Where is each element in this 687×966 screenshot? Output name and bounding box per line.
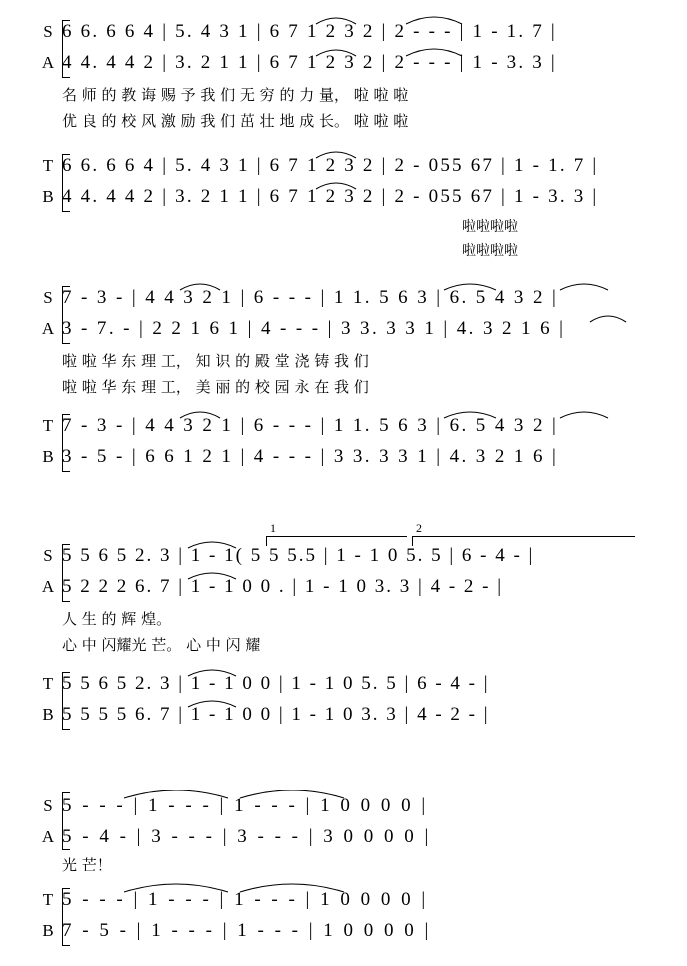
system-2 [0, 282, 687, 482]
lyrics-s-4: 光 芒！ [62, 856, 112, 874]
notes-b-3: 5 5 5 5 6. 7 | 1 - 1 0 0 | 1 - 1 0 3. 3 | 4 - 2 - | [62, 704, 490, 725]
voice-label-s: S [43, 288, 53, 307]
staff-row-t-4 [0, 884, 687, 915]
ending-label-1: 1 [270, 521, 276, 535]
lyrics-s-1: 名 师 的 教 诲 赐 予 我 们 无 穷 的 力 量， 啦 啦 啦 [62, 86, 409, 104]
extra-lyrics-1b: 啦啦啦啦 [462, 243, 518, 259]
lyrics-s-2: 啦 啦 华 东 理 工， 知 识 的 殿 堂 浇 铸 我 们 [62, 352, 369, 370]
voice-label-s: S [43, 796, 53, 815]
notes-a-4: 5 - 4 - | 3 - - - | 3 - - - | 3 0 0 0 0 | [62, 826, 432, 847]
notes-t-4: 5 - - - | 1 - - - | 1 - - - | 1 0 0 0 0 | [62, 889, 429, 910]
notes-t-3: 5 5 6 5 2. 3 | 1 - 1 0 0 | 1 - 1 0 5. 5 | 6 - 4 - | [62, 673, 490, 694]
notes-s-2: 7 - 3 - | 4 4 3 2 1 | 6 - - - | 1 1. 5 6 3 | 6. 5 4 3 2 | [62, 287, 559, 308]
voice-label-a: A [41, 827, 55, 846]
staff-row-s-4 [0, 790, 687, 821]
staff-row-b-2 [0, 441, 687, 472]
voice-label-t: T [42, 156, 54, 175]
voice-label-s: S [43, 546, 53, 565]
staff-row-t-1 [0, 150, 687, 181]
voice-label-a: A [41, 53, 55, 72]
voice-label-a: A [41, 577, 55, 596]
staff-row-a-2 [0, 313, 687, 344]
voice-label-t: T [42, 890, 54, 909]
staff-row-s-3 [0, 540, 687, 571]
voice-label-t: T [42, 674, 54, 693]
voice-label-b: B [42, 921, 54, 940]
notes-a-3: 5 2 2 2 6. 7 | 1 - 1 0 0 . | 1 - 1 0 3. 3 | 4 - 2 - | [62, 576, 504, 597]
system-3 [0, 521, 687, 740]
notes-t-1: 6 6. 6 6 4 | 5. 4 3 1 | 6 7 1 2 3 2 | 2 - 055 67 | 1 - 1. 7 | [62, 155, 599, 176]
staff-row-a-1 [0, 47, 687, 78]
staff-row-a-4 [0, 821, 687, 852]
ending-label-2: 2 [416, 521, 422, 535]
notes-a-2: 3 - 7. - | 2 2 1 6 1 | 4 - - - | 3 3. 3 3 1 | 4. 3 2 1 6 | [62, 318, 566, 339]
notes-t-2: 7 - 3 - | 4 4 3 2 1 | 6 - - - | 1 1. 5 6 3 | 6. 5 4 3 2 | [62, 415, 559, 436]
lyrics-s-3: 人 生 的 辉 煌。 [62, 610, 172, 628]
voice-label-b: B [42, 447, 54, 466]
staff-row-a-3 [0, 571, 687, 602]
lyrics-a-2: 啦 啦 华 东 理 工， 美 丽 的 校 园 永 在 我 们 [62, 378, 369, 396]
staff-row-b-3 [0, 699, 687, 730]
notes-s-4: 5 - - - | 1 - - - | 1 - - - | 1 0 0 0 0 | [62, 795, 429, 816]
voice-label-b: B [42, 187, 54, 206]
notes-s-3: 5 5 6 5 2. 3 | 1 - 1( 5 5 5.5 | 1 - 1 0 5. 5 | 6 - 4 - | [62, 545, 535, 566]
voice-label-a: A [41, 319, 55, 338]
lyrics-a-3: 心 中 闪耀光 芒。 心 中 闪 耀 [62, 636, 261, 654]
notes-b-1: 4 4. 4 4 2 | 3. 2 1 1 | 6 7 1 2 3 2 | 2 - 055 67 | 1 - 3. 3 | [62, 186, 599, 207]
notes-b-2: 3 - 5 - | 6 6 1 2 1 | 4 - - - | 3 3. 3 3 1 | 4. 3 2 1 6 | [62, 446, 559, 467]
notes-a-1: 4 4. 4 4 2 | 3. 2 1 1 | 6 7 1 2 3 2 | 2 - - - | 1 - 3. 3 | [62, 52, 557, 73]
staff-row-t-3 [0, 668, 687, 699]
notes-b-4: 7 - 5 - | 1 - - - | 1 - - - | 1 0 0 0 0 | [62, 920, 432, 941]
staff-row-b-4 [0, 915, 687, 946]
staff-row-s-2 [0, 282, 687, 313]
extra-lyrics-1a: 啦啦啦啦 [462, 219, 518, 235]
staff-row-t-2 [0, 410, 687, 441]
voice-label-t: T [42, 416, 54, 435]
system-4 [0, 790, 687, 950]
staff-row-s-1 [0, 16, 687, 47]
voice-label-s: S [43, 22, 53, 41]
staff-row-b-1 [0, 181, 687, 212]
voice-label-b: B [42, 705, 54, 724]
notes-s-1: 6 6. 6 6 4 | 5. 4 3 1 | 6 7 1 2 3 2 | 2 - - - | 1 - 1. 7 | [62, 21, 557, 42]
lyrics-a-1: 优 良 的 校 风 激 励 我 们 茁 壮 地 成 长。 啦 啦 啦 [62, 112, 409, 130]
system-1 [0, 16, 687, 259]
